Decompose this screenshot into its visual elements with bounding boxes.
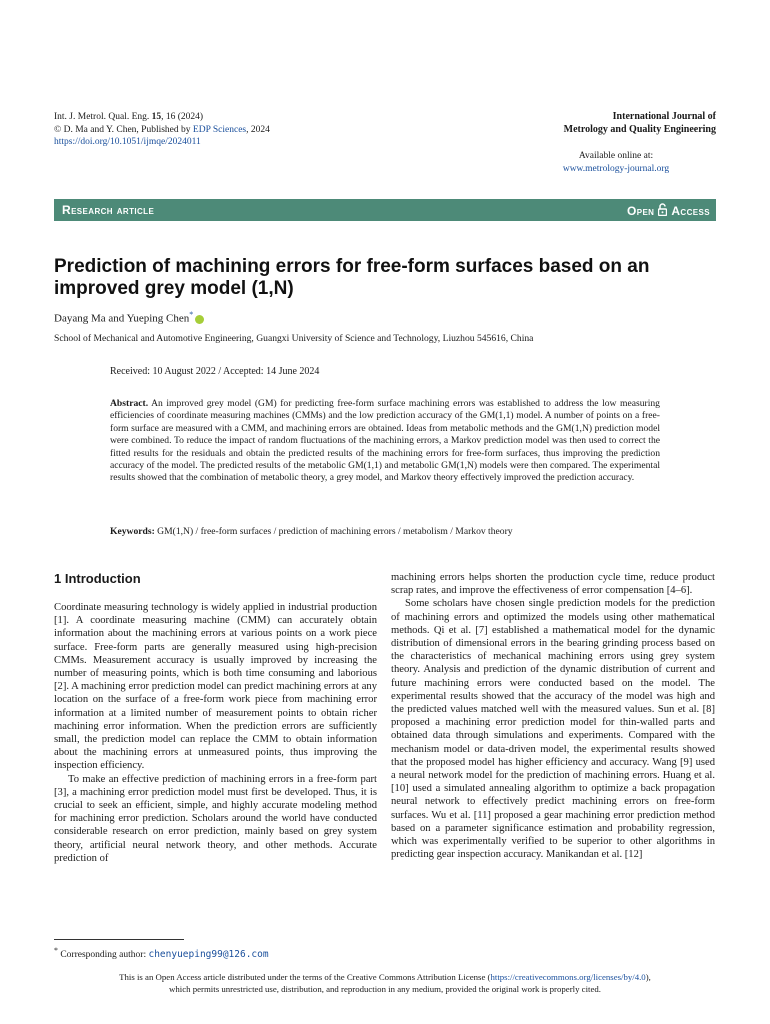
journal-name-line1: International Journal of xyxy=(612,111,716,122)
email-link[interactable]: chenyueping99@126.com xyxy=(148,949,269,961)
open-access-badge xyxy=(627,203,710,219)
keywords-label: Keywords: xyxy=(110,526,155,537)
paragraph: Some scholars have chosen single prediction models for the prediction of machining errors and optimized the models using other mathematical methods. Qi et al. [7] established a mathematical model for the dynamic distribution of dimensional errors in the bearing grinding process based on the characteristics of mechanical machining errors using grey system theory. Analysis and prediction of the dynamic distribution of current and future machining errors were conducted based on the model. The experimental results showed that the accuracy of the model was high and the predicted values matched well with the measured values. Sun et al. [8] proposed a machining error prediction model for thin-walled parts and obtained data through simulations and experiments. Compared with the mechanism model or data-driven model, the experimental results showed that the proposed model has higher efficiency and accuracy. Wang [9] used a neural network model for the prediction of machining errors. Huang et al. [10] used a simulated annealing algorithm to optimize a back propagation neural network to effectively predict machining errors on free-form surfaces. Wu et al. [11] proposed a gear machining error prediction method based on a parameter significance estimation and probability regression, which was experimentally verified to be superior to other algorithms in predicting gear inspection accuracy. Manikandan et al. [12] xyxy=(391,598,715,861)
license-line2: which permits unrestricted use, distribution, and reproduction in any medium, provided the original work is properly cited. xyxy=(169,984,601,994)
author-names: Dayang Ma and Yueping Chen xyxy=(54,312,190,325)
journal-name-line2: Metrology and Quality Engineering xyxy=(563,123,716,135)
license-link[interactable]: https://creativecommons.org/licenses/by/4.0 xyxy=(490,972,646,982)
orcid-icon[interactable] xyxy=(195,315,204,324)
footnote-rule xyxy=(54,939,184,940)
right-column xyxy=(391,571,715,861)
doi-link[interactable]: https://doi.org/10.1051/ijmqe/2024011 xyxy=(54,137,201,147)
keywords xyxy=(110,526,670,537)
publisher-link[interactable]: EDP Sciences xyxy=(192,124,247,135)
access-label: Access xyxy=(671,204,710,218)
journal-citation xyxy=(54,111,270,149)
copyright-year: , 2024 xyxy=(246,124,270,135)
abstract xyxy=(110,398,660,485)
section-heading: 1 Introduction xyxy=(54,571,141,586)
left-column xyxy=(54,601,377,865)
issue-year: , 16 (2024) xyxy=(161,112,204,122)
journal-url-link[interactable]: www.metrology-journal.org xyxy=(562,163,670,174)
paragraph: machining errors helps shorten the production cycle time, reduce product scrap rates, and improve the effectiveness of error compensation [4–6]. xyxy=(391,572,715,597)
volume: 15 xyxy=(151,112,162,122)
article-type-banner xyxy=(54,199,716,221)
paragraph: Coordinate measuring technology is widely applied in industrial production [1]. A coordinate measuring machine (CMM) can accurately obtain information about the machining errors at various points on a work piece surface. Free-form parts are generally measured using high-precision CMMs. Measurement accuracy is usually improved by increasing the number of measuring points, which is both time consuming and laborious [2]. A machining error prediction model can predict machining errors at any location on the surface of a free-form work piece from machining error information at a limited number of measurement points to obtain richer machining error information. When the prediction errors are sufficiently small, the prediction model can replace the CMM to obtain information about the machining errors at unmeasured points, thus improving the inspection efficiency. xyxy=(54,602,377,772)
article-type-label: Research article xyxy=(62,203,155,217)
abstract-label: Abstract. xyxy=(110,398,149,409)
license-text-end: ), xyxy=(645,972,651,982)
article-title: Prediction of machining errors for free-form surfaces based on an improved grey model (1,N) xyxy=(54,256,650,299)
available-online-label: Available online at: xyxy=(578,151,654,161)
paragraph: To make an effective prediction of machining errors in a free-form part [3], a machining error prediction model must first be developed. Thus, it is crucial to seek an efficient, simple, and highly accurate modeling method for machining error prediction. Scholars around the world have conducted considerable research on error prediction, mainly based on grey system theory, artificial neural network theory, and other methods. Accurate prediction of xyxy=(54,773,377,864)
availability xyxy=(540,150,692,175)
affiliation: School of Mechanical and Automotive Engineering, Guangxi University of Science and Technology, Liuzhou 545616, China xyxy=(54,333,534,344)
license-text: This is an Open Access article distributed under the terms of the Creative Commons Attribution License ( xyxy=(119,972,491,982)
keywords-text: GM(1,N) / free-form surfaces / prediction of machining errors / metabolism / Markov theory xyxy=(157,526,513,537)
license-notice xyxy=(54,971,716,995)
footnote-mark: * xyxy=(54,946,58,955)
abstract-text: An improved grey model (GM) for predicting free-form surface machining errors was established to address the low measuring efficiencies of coordinate measuring machines (CMMs) and the low prediction accuracy of the GM(1,1) model. A number of points on a free-form surface are measured with a CMM, and machining errors are obtained. Ideas from metabolic methods and the GM(1,N) prediction model were combined. To reduce the impact of random fluctuations of the machining errors, a Markov prediction model was then used to correct the fitted results for the residuals and obtain the predicted results of the machining errors for free-form surfaces, thus improving the prediction accuracy of the model. The predicted results of the metabolic GM(1,1) and metabolic GM(1,N) models were then compared. The experimental results showed that the combination of metabolic theory, a grey model, and Markov theory effectively improved the prediction accuracy. xyxy=(110,398,660,484)
journal-ref: Int. J. Metrol. Qual. Eng. xyxy=(54,112,152,122)
corresponding-mark[interactable]: * xyxy=(189,310,194,319)
received-dates: Received: 10 August 2022 / Accepted: 14 June 2024 xyxy=(110,366,320,377)
open-access-lock-icon xyxy=(658,203,667,219)
footnote xyxy=(54,946,269,960)
authors xyxy=(54,310,204,325)
open-label: Open xyxy=(626,204,655,218)
journal-name xyxy=(564,111,716,136)
copyright-text: © D. Ma and Y. Chen, Published by xyxy=(54,124,193,135)
footnote-label: Corresponding author: xyxy=(60,950,149,961)
